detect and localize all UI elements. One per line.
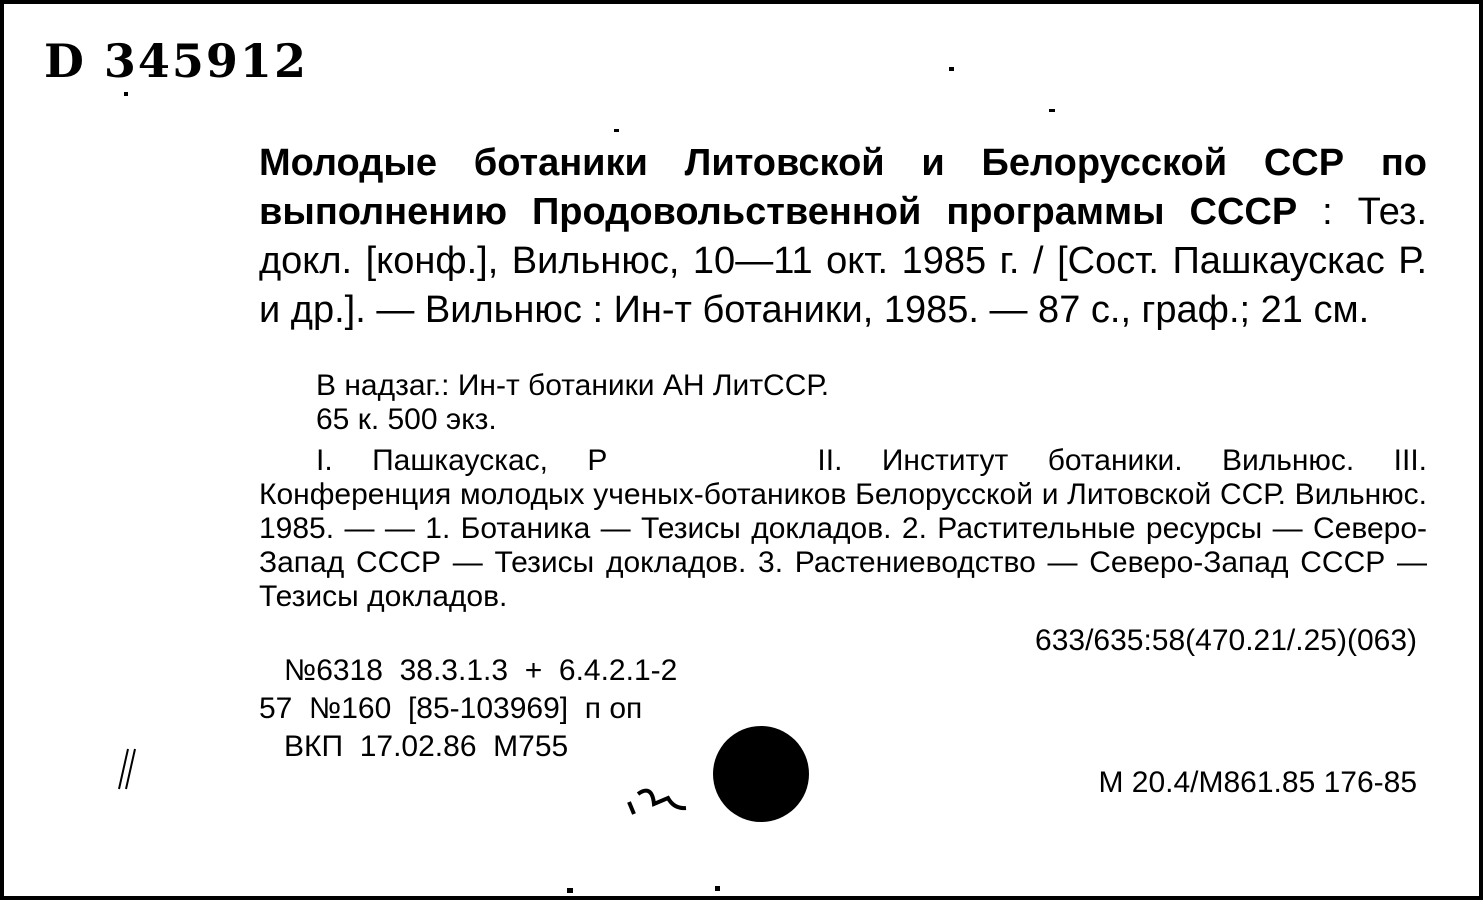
speck (715, 886, 720, 891)
price-run: 65 к. 500 экз. (316, 403, 497, 436)
margin-mark-icon (114, 744, 144, 794)
handwritten-mark-icon (624, 774, 694, 824)
speck (1049, 109, 1055, 112)
stamp-number: D 345912 (44, 34, 308, 88)
code-line-3: ВКП 17.02.86 М755 (259, 730, 569, 763)
bibliographic-entry (259, 139, 1427, 335)
speck (567, 888, 573, 893)
speck (124, 92, 128, 96)
speck (614, 129, 619, 132)
subjects-part1: I. Пашкаускас, Р (316, 444, 608, 477)
title-bold: Молодые ботаники Литовской и Белорусской ССР по выполнению Продовольственной программы СССР (259, 142, 1427, 233)
code-block (259, 652, 677, 766)
code-line-1: №6318 38.3.1.3 + 6.4.2.1-2 (259, 654, 678, 687)
title-rest: : Тез. докл. [конф.], Вильнюс, 10—11 окт. 1985 г. / [Сост. Пашкаускас Р. и др.]. — Вильнюс : Ин-т ботаники, 1985. — 87 с., граф.; 21 см. (259, 191, 1428, 331)
code-line-2: 57 №160 [85-103969] п оп (259, 692, 643, 725)
subjects-part2: II. Институт ботаники. Вильнюс. III. Конференция молодых ученых-ботаников Белорусской и Литовской ССР. Вильнюс. 1985. — — 1. Ботаника — Тезисы докладов. 2. Растительные ресурсы — Северо-Запад СССР — Тезисы докладов. 3. Растениеводство — Северо-Запад СССР — Тезисы докладов. (259, 444, 1427, 613)
classification-code: М 20.4/М861.85 176-85 (1098, 766, 1417, 799)
punched-dot (713, 726, 809, 822)
subject-headings (259, 444, 1427, 614)
speck (949, 67, 954, 71)
note-header: В надзаг.: Ин-т ботаники АН ЛитССР. (316, 369, 830, 402)
udc-code: 633/635:58(470.21/.25)(063) (1035, 624, 1417, 657)
